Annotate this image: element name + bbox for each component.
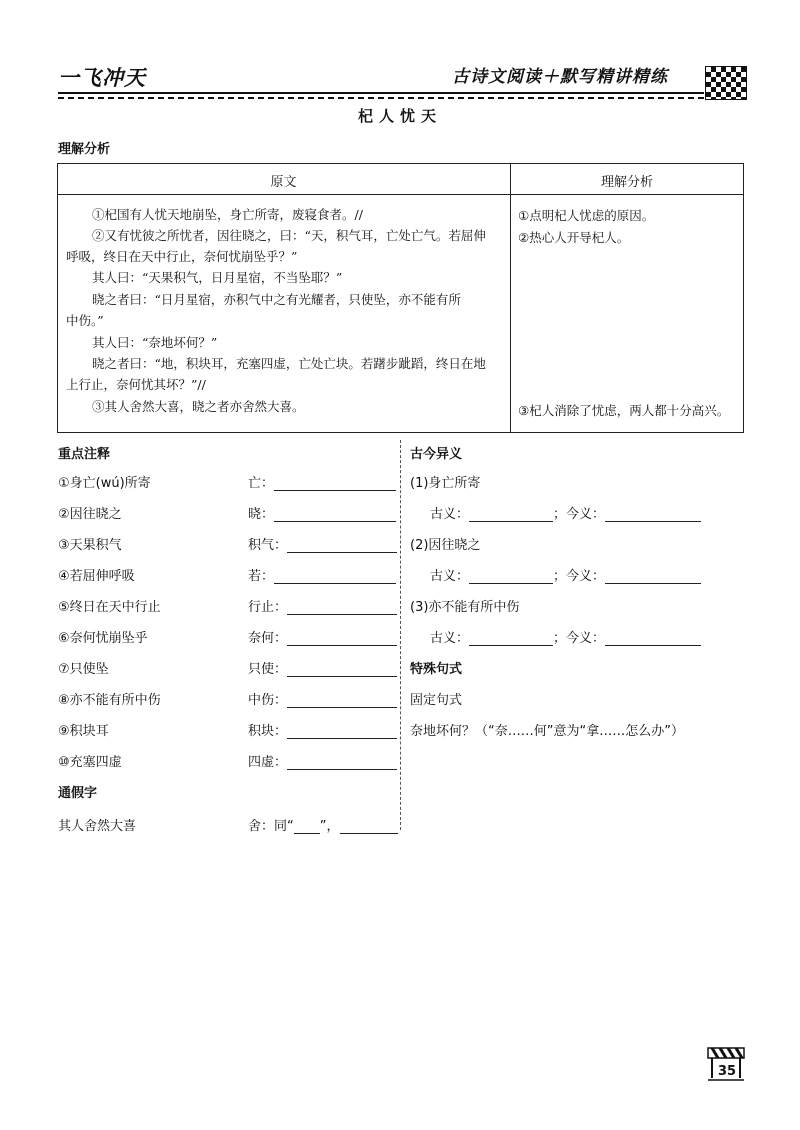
note-phrase: ⑥奈何忧崩坠乎 — [58, 631, 148, 646]
note-phrase: ⑦只使坠 — [58, 662, 109, 677]
note-word: 积块： — [248, 724, 288, 739]
gu-blank[interactable] — [469, 569, 553, 584]
jin-blank[interactable] — [605, 569, 701, 584]
answer-blank[interactable] — [287, 631, 397, 646]
answer-blank[interactable] — [274, 569, 396, 584]
key-notes-heading: 重点注释 — [58, 447, 111, 462]
gujin-phrase: (3)亦不能有所中伤 — [410, 600, 520, 615]
gu-label: 古义： — [430, 507, 470, 522]
analysis-point: ②热心人开导杞人。 — [518, 230, 630, 245]
note-word: 只使： — [248, 662, 288, 677]
tongjia-heading: 通假字 — [58, 786, 98, 801]
table-header-original: 原文 — [270, 175, 297, 190]
note-word: 中伤： — [248, 693, 288, 708]
note-word: 四虚： — [248, 755, 288, 770]
gu-label: 古义： — [430, 631, 470, 646]
note-word: 奈何： — [248, 631, 288, 646]
gujin-phrase: (2)因往晓之 — [410, 538, 481, 553]
page-number: 35 — [718, 1064, 737, 1079]
table-header-analysis: 理解分析 — [600, 175, 653, 190]
note-phrase: ⑤终日在天中行止 — [58, 600, 161, 615]
table-column-divider — [510, 163, 511, 433]
original-line: 中伤。” — [66, 313, 104, 328]
note-phrase: ③天果积气 — [58, 538, 122, 553]
note-phrase: ⑩充塞四虚 — [58, 755, 122, 770]
note-answer-row — [248, 565, 396, 584]
original-line: 上行止，奈何忧其坏？”// — [66, 377, 206, 392]
note-word: 行止： — [248, 600, 288, 615]
special-heading: 特殊句式 — [410, 662, 463, 677]
column-separator — [400, 440, 401, 830]
tongjia-prefix: 舍：同“ — [248, 819, 294, 834]
tongjia-middle: ”， — [319, 819, 340, 834]
answer-blank[interactable] — [287, 693, 397, 708]
note-answer-row — [248, 627, 397, 646]
tongjia-phrase: 其人舍然大喜 — [58, 819, 137, 834]
book-subtitle: 古诗文阅读＋默写精讲精练 — [452, 67, 668, 87]
original-line: ②又有忧彼之所忧者，因往晓之，曰：“天，积气耳，亡处亡气。若屈伸 — [92, 228, 486, 243]
note-answer-row — [248, 689, 397, 708]
original-line: 晓之者曰：“地，积块耳，充塞四虚，亡处亡块。若躇步跐蹈，终日在地 — [92, 356, 486, 371]
special-sentence: 奈地坏何？（“奈……何”意为“拿……怎么办”） — [410, 724, 684, 739]
note-word: 若： — [248, 569, 275, 584]
gu-blank[interactable] — [469, 631, 553, 646]
page-title: 杞人忧天 — [357, 107, 442, 125]
jin-label: ；今义： — [553, 631, 606, 646]
answer-blank[interactable] — [287, 538, 397, 553]
note-answer-row — [248, 751, 397, 770]
tongjia-char-blank[interactable] — [294, 819, 320, 834]
answer-blank[interactable] — [287, 724, 397, 739]
gu-blank[interactable] — [469, 507, 553, 522]
original-line: 呼吸，终日在天中行止，奈何忧崩坠乎？” — [66, 249, 298, 264]
answer-blank[interactable] — [274, 476, 396, 491]
checkered-flag-icon — [705, 66, 747, 100]
gu-label: 古义： — [430, 569, 470, 584]
gujin-heading: 古今异义 — [410, 447, 463, 462]
jin-label: ；今义： — [553, 569, 606, 584]
header-dashed-rule — [58, 97, 704, 99]
note-phrase: ⑨积块耳 — [58, 724, 109, 739]
analysis-point: ③杞人消除了忧虑，两人都十分高兴。 — [518, 403, 730, 418]
analysis-point: ①点明杞人忧虑的原因。 — [518, 208, 655, 223]
note-phrase: ②因往晓之 — [58, 507, 122, 522]
original-line: 其人曰：“天果积气，日月星宿，不当坠耶？” — [92, 270, 343, 285]
note-answer-row — [248, 658, 397, 677]
original-line: 其人曰：“奈地坏何？” — [92, 335, 218, 350]
note-phrase: ④若屈伸呼吸 — [58, 569, 135, 584]
note-word: 积气： — [248, 538, 288, 553]
answer-blank[interactable] — [287, 600, 397, 615]
original-line: 晓之者曰：“日月星宿，亦积气中之有光耀者，只使坠，亦不能有所 — [92, 292, 461, 307]
jin-blank[interactable] — [605, 507, 701, 522]
special-subheading: 固定句式 — [410, 693, 463, 708]
tongjia-answer-row — [248, 815, 398, 834]
jin-blank[interactable] — [605, 631, 701, 646]
note-answer-row — [248, 534, 397, 553]
table-header-rule — [57, 194, 744, 195]
note-phrase: ⑧亦不能有所中伤 — [58, 693, 161, 708]
original-line: ③其人舍然大喜，晓之者亦舍然大喜。 — [92, 399, 305, 414]
gujin-phrase: (1)身亡所寄 — [410, 476, 481, 491]
gujin-answer-row — [430, 565, 701, 584]
answer-blank[interactable] — [274, 507, 396, 522]
note-answer-row — [248, 596, 397, 615]
gujin-answer-row — [430, 627, 701, 646]
gujin-answer-row — [430, 503, 701, 522]
tongjia-meaning-blank[interactable] — [340, 819, 398, 834]
note-word: 亡： — [248, 476, 275, 491]
answer-blank[interactable] — [287, 662, 397, 677]
note-phrase: ①身亡(wú)所寄 — [58, 476, 151, 491]
note-word: 晓： — [248, 507, 275, 522]
original-line: ①杞国有人忧天地崩坠，身亡所寄，废寝食者。// — [92, 207, 363, 222]
answer-blank[interactable] — [287, 755, 397, 770]
note-answer-row — [248, 503, 396, 522]
analysis-heading: 理解分析 — [58, 142, 111, 157]
note-answer-row — [248, 472, 396, 491]
note-answer-row — [248, 720, 397, 739]
header-rule — [58, 92, 704, 94]
book-series-title: 一飞冲天 — [58, 65, 146, 90]
jin-label: ；今义： — [553, 507, 606, 522]
